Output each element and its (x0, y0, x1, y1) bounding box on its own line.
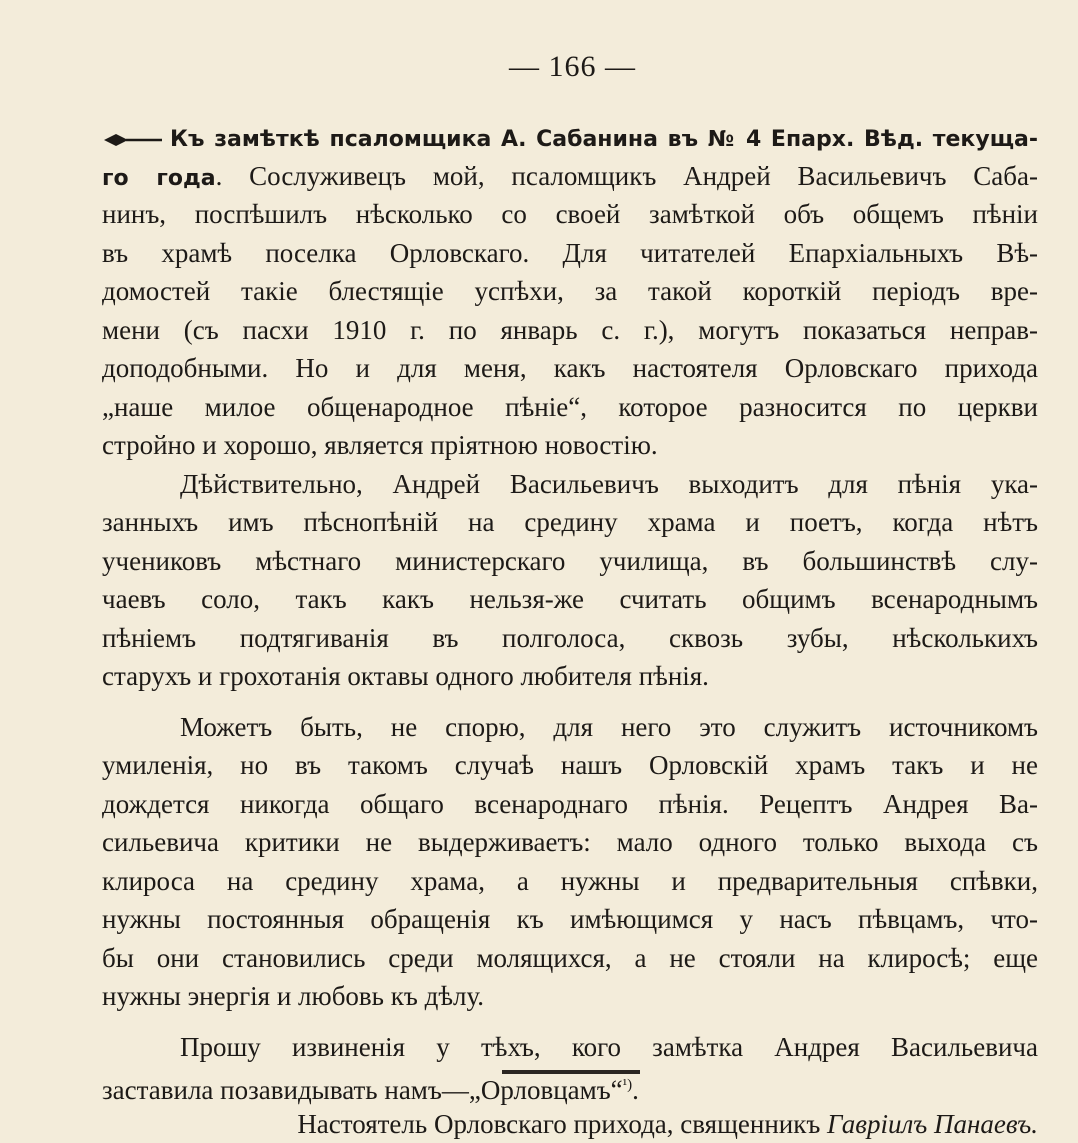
flourish-ornament-icon (102, 130, 164, 150)
text-line: учениковъ мѣстнаго министерскаго училища, въ большинствѣ слу- (102, 542, 1038, 581)
text-line: доподобными. Но и для меня, какъ настоятеля Орловскаго прихода (102, 349, 1038, 388)
text-line: въ храмѣ поселка Орловскаго. Для читателей Епархіальныхъ Вѣ- (102, 234, 1038, 273)
bottom-rule (502, 1070, 640, 1074)
article-heading: Къ замѣткѣ псаломщика А. Сабанина въ № 4 Епарх. Вѣд. текуща- (170, 127, 1038, 152)
text-span: . Сослуживецъ мой, псаломщикъ Андрей Васильевичъ Саба- (216, 161, 1038, 191)
article-heading-end: го года (102, 166, 216, 191)
text-line: домостей такіе блестящіе успѣхи, за такой короткій періодъ вре- (102, 272, 1038, 311)
footnote-mark: ¹) (623, 1077, 633, 1093)
text-line: умиленія, но въ такомъ случаѣ нашъ Орловскій храмъ такъ и не (102, 746, 1038, 785)
text-line: Прошу извиненія у тѣхъ, кого замѣтка Андрея Васильевича (102, 1028, 1038, 1067)
signature-text: Настоятель Орловскаго прихода, священникъ (297, 1109, 820, 1139)
text-line (102, 157, 1038, 196)
signature-name: Гавріилъ Панаевъ. (827, 1109, 1038, 1139)
heading-line (102, 118, 1038, 157)
text-line: бы они становились среди молящихся, а не стояли на клиросѣ; еще (102, 939, 1038, 978)
paragraph-gap (102, 696, 1038, 708)
text-line: стройно и хорошо, является пріятною новостію. (102, 426, 1038, 465)
text-line: нужны постоянныя обращенія къ имѣющимся у насъ пѣвцамъ, что- (102, 900, 1038, 939)
text-line: старухъ и грохотанія октавы одного любителя пѣнія. (102, 657, 1038, 696)
text-span: . (632, 1075, 639, 1105)
text-line: сильевича критики не выдерживаетъ: мало одного только выхода съ (102, 823, 1038, 862)
text-line: мени (съ пасхи 1910 г. по январь с. г.), могутъ показаться неправ- (102, 311, 1038, 350)
article-body (102, 118, 1038, 1143)
text-line: занныхъ имъ пѣснопѣній на средину храма и поетъ, когда нѣтъ (102, 503, 1038, 542)
text-line: пѣніемъ подтягиванія въ полголоса, сквозь зубы, нѣсколькихъ (102, 619, 1038, 658)
text-line: нужны энергія и любовь къ дѣлу. (102, 977, 1038, 1016)
signature-line (102, 1105, 1038, 1143)
page-number: — 166 — (0, 50, 1078, 84)
text-line: Можетъ быть, не спорю, для него это служитъ источникомъ (102, 708, 1038, 747)
text-line: „наше милое общенародное пѣніе“, которое разносится по церкви (102, 388, 1038, 427)
paragraph-gap (102, 1016, 1038, 1028)
text-line: чаевъ соло, такъ какъ нельзя-же считать общимъ всенароднымъ (102, 580, 1038, 619)
text-span: заставила позавидывать намъ—„Орловцамъ“ (102, 1075, 623, 1105)
text-line: клироса на средину храма, а нужны и предварительныя спѣвки, (102, 862, 1038, 901)
text-line: дождется никогда общаго всенароднаго пѣнія. Рецептъ Андрея Ва- (102, 785, 1038, 824)
text-line: нинъ, поспѣшилъ нѣсколько со своей замѣткой объ общемъ пѣніи (102, 195, 1038, 234)
text-line: Дѣйствительно, Андрей Васильевичъ выходитъ для пѣнія ука- (102, 465, 1038, 504)
